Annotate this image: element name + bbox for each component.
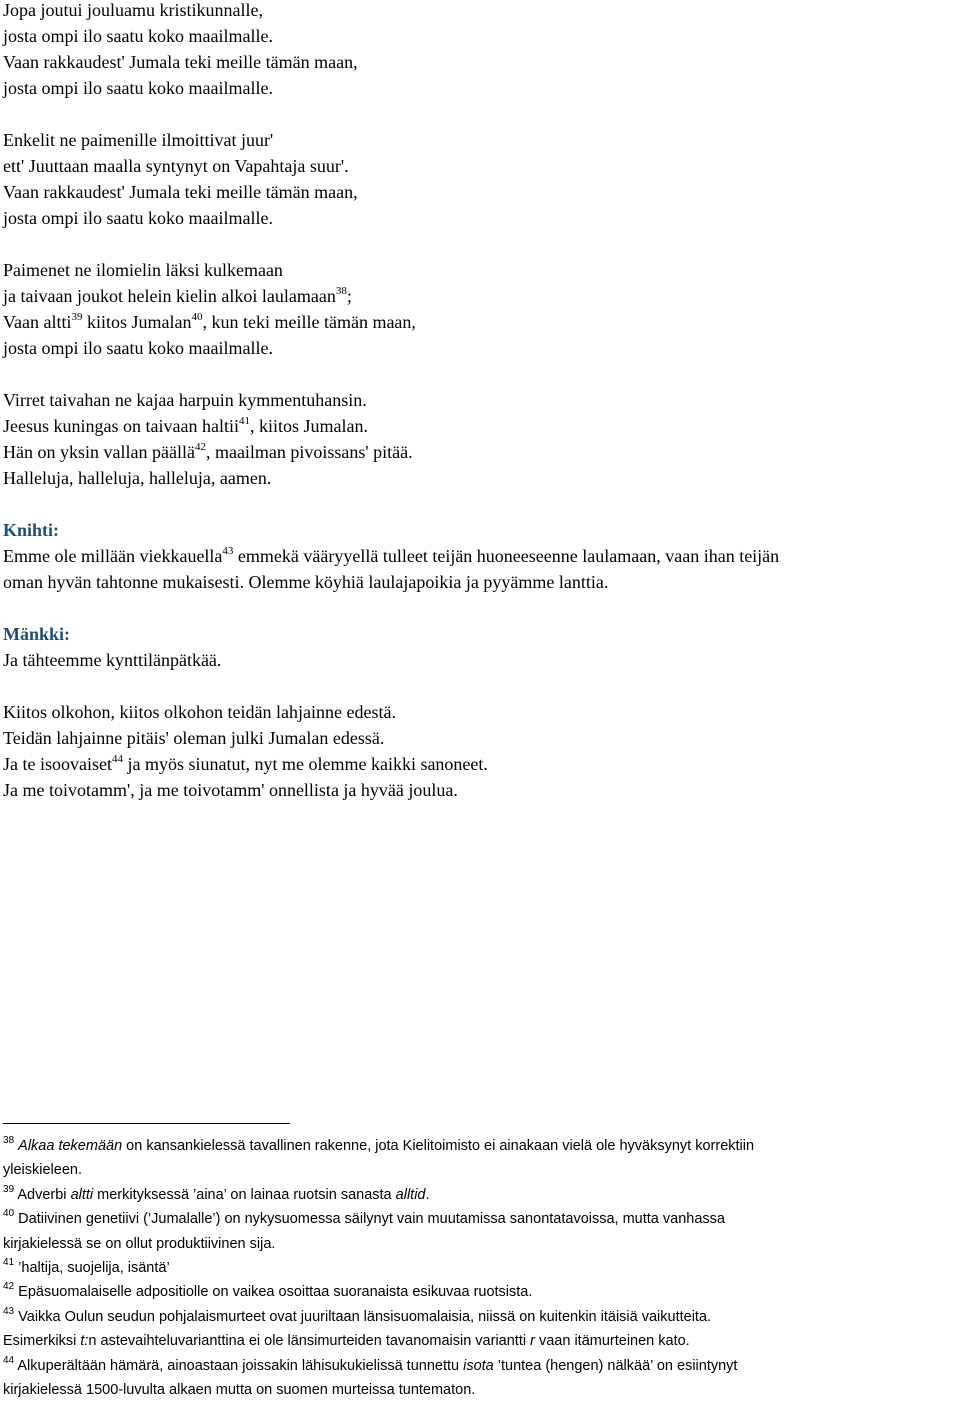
footnote <box>3 1134 958 1183</box>
footnote-text: vaan itämurteinen kato. <box>534 1333 690 1350</box>
verse <box>3 0 958 101</box>
verse-line <box>3 153 958 179</box>
footnote-text: kirjakielessä se on ollut produktiivinen sija. <box>3 1235 276 1252</box>
footnote-ref: 41 <box>238 415 250 427</box>
speaker-label: Knihti: <box>3 520 60 540</box>
footnote-text: kirjakielessä 1500-luvulta alkaen mutta on suomen murteissa tuntematon. <box>3 1382 476 1399</box>
mankki-speaker <box>3 621 958 647</box>
verse-line <box>3 751 958 777</box>
footnote-text: yleiskieleen. <box>3 1162 82 1179</box>
spacer <box>3 491 958 517</box>
knihti-line-2 <box>3 569 958 595</box>
footnote-line <box>3 1378 958 1402</box>
line-text: Paimenet ne ilomielin läksi kulkemaan <box>3 260 283 280</box>
footnote-text: Adverbi <box>17 1186 71 1203</box>
verse-line <box>3 413 958 439</box>
speaker-label: Mänkki: <box>3 624 71 644</box>
footnote-line <box>3 1207 958 1231</box>
footnote-text: merkityksessä ’aina’ on lainaa ruotsin sanasta <box>93 1186 396 1203</box>
line-text: josta ompi ilo saatu koko maailmalle. <box>3 338 273 358</box>
footnote <box>3 1183 958 1207</box>
footnote-text: Datiivinen genetiivi (’Jumalalle’) on nykysuomessa säilynyt vain muutamissa sanontatavoissa, mutta vanhassa <box>18 1211 725 1228</box>
footnote-text: . <box>425 1186 430 1203</box>
footnotes <box>3 1134 958 1402</box>
footnote-number: 43 <box>3 1305 15 1317</box>
mankki-text: Ja tähteemme kynttilänpätkää. <box>3 650 222 670</box>
footnote-text: Vaikka Oulun seudun pohjalaismurteet ovat juuriltaan länsisuomalaisia, niissä on kuitenkin itäisiä vaikutteita. <box>18 1308 712 1325</box>
footnote-line <box>3 1354 958 1378</box>
knihti-speaker <box>3 517 958 543</box>
footnote-ref: 42 <box>194 441 206 453</box>
footnote-number: 39 <box>3 1183 15 1195</box>
line-text: Halleluja, halleluja, halleluja, aamen. <box>3 468 272 488</box>
footnote-line <box>3 1280 958 1304</box>
footnote-text: Esimerkiksi <box>3 1333 81 1350</box>
footnote <box>3 1256 958 1280</box>
footnote-ref: 43 <box>222 545 234 557</box>
verse-line <box>3 0 958 23</box>
spacer <box>3 101 958 127</box>
footnote-line <box>3 1232 958 1256</box>
footnote-text: n astevaihteluvarianttina ei ole länsimurteiden tavanomaisin variantti <box>88 1333 531 1350</box>
footnote-line <box>3 1158 958 1182</box>
line-text: , kun teki meille tämän maan, <box>202 312 416 332</box>
verse <box>3 387 958 491</box>
footnote-text: on kansankielessä tavallinen rakenne, jota Kielitoimisto ei ainakaan vielä ole hyväksynyt korrektiin <box>122 1138 755 1154</box>
footnote <box>3 1280 958 1304</box>
line-text: Vaan rakkaudest' Jumala teki meille tämän maan, <box>3 182 358 202</box>
footnote-italic-text: alltid <box>395 1186 426 1203</box>
footnote-line <box>3 1329 958 1353</box>
footnote-italic-text: r <box>530 1333 535 1350</box>
footnote-line <box>3 1183 958 1207</box>
verse-line <box>3 777 958 803</box>
verse <box>3 257 958 361</box>
line-text: Jopa joutui jouluamu kristikunnalle, <box>3 0 263 20</box>
footnote-italic-text: t: <box>80 1333 89 1350</box>
footnote-line <box>3 1256 958 1280</box>
line-text: Vaan altti <box>3 312 72 332</box>
footnote-ref: 38 <box>335 285 347 297</box>
footnote-text: Epäsuomalaiselle adpositiolle on vaikea osoittaa suoranaista esikuvaa ruotsista. <box>18 1284 533 1301</box>
line-text: kiitos Jumalan <box>82 312 192 332</box>
line-text: josta ompi ilo saatu koko maailmalle. <box>3 208 273 228</box>
line-text: Hän on yksin vallan päällä <box>3 442 195 462</box>
verse-line <box>3 179 958 205</box>
footnote <box>3 1207 958 1256</box>
footnote-number: 42 <box>3 1281 15 1293</box>
footnote-number: 38 <box>3 1135 15 1146</box>
footnote-text: ’haltija, suojelija, isäntä’ <box>18 1260 170 1277</box>
verse-line <box>3 127 958 153</box>
footnote-line <box>3 1305 958 1329</box>
verse-line <box>3 387 958 413</box>
mankki-line <box>3 647 958 673</box>
spacer <box>3 361 958 387</box>
knihti-line-1 <box>3 543 958 569</box>
footnote-text: ’tuntea (hengen) nälkää’ on esiintynyt <box>493 1357 738 1374</box>
line-text: , maailman pivoissans' pitää. <box>205 442 413 462</box>
footnote-italic-text: altti <box>70 1186 94 1203</box>
verse-line <box>3 309 958 335</box>
verse-line <box>3 439 958 465</box>
line-text: Jeesus kuningas on taivaan haltii <box>3 416 239 436</box>
knihti-text-c: oman hyvän tahtonne mukaisesti. Olemme köyhiä laulajapoikia ja pyyämme lanttia. <box>3 572 609 592</box>
knihti-text-a: Emme ole millään viekkauella <box>3 546 223 566</box>
verse-line <box>3 335 958 361</box>
line-text: Enkelit ne paimenille ilmoittivat juur' <box>3 130 274 150</box>
footnote-ref: 39 <box>71 311 83 323</box>
line-text: josta ompi ilo saatu koko maailmalle. <box>3 26 273 46</box>
line-text: Vaan rakkaudest' Jumala teki meille tämän maan, <box>3 52 358 72</box>
verse-line <box>3 725 958 751</box>
verse-line <box>3 465 958 491</box>
spacer <box>3 673 958 699</box>
line-text: Virret taivahan ne kajaa harpuin kymmentuhansin. <box>3 390 367 410</box>
verse-line <box>3 23 958 49</box>
footnote-ref: 40 <box>191 311 203 323</box>
line-text: Ja me toivotamm', ja me toivotamm' onnellista ja hyvää joulua. <box>3 780 458 800</box>
footnote-number: 40 <box>3 1208 15 1220</box>
verse-line <box>3 699 958 725</box>
verse-line <box>3 205 958 231</box>
spacer <box>3 595 958 621</box>
song-text <box>3 0 958 803</box>
line-text: ja taivaan joukot helein kielin alkoi laulamaan <box>3 286 336 306</box>
verses <box>3 0 958 517</box>
footnote-ref: 44 <box>111 753 123 765</box>
line-text: Kiitos olkohon, kiitos olkohon teidän lahjainne edestä. <box>3 702 396 722</box>
verse-line <box>3 283 958 309</box>
footnote-separator <box>3 1123 290 1124</box>
footnote-line <box>3 1134 958 1158</box>
line-text: ; <box>346 286 352 306</box>
line-text: Ja te isoovaiset <box>3 754 112 774</box>
footnote <box>3 1354 958 1403</box>
spacer <box>3 231 958 257</box>
line-text: ja myös siunatut, nyt me olemme kaikki sanoneet. <box>122 754 488 774</box>
footnote <box>3 1305 958 1354</box>
closing-verse <box>3 699 958 803</box>
footnote-text: Alkuperältään hämärä, ainoastaan joissakin lähisukukielissä tunnettu <box>17 1357 464 1374</box>
verse-line <box>3 75 958 101</box>
footnote-number: 41 <box>3 1257 15 1269</box>
footnote-italic-text: Alkaa tekemään <box>18 1138 123 1154</box>
verse-line <box>3 49 958 75</box>
line-text: ett' Juuttaan maalla syntynyt on Vapahtaja suur'. <box>3 156 349 176</box>
footnote-italic-text: isota <box>463 1357 494 1374</box>
footnote-number: 44 <box>3 1354 15 1366</box>
line-text: Teidän lahjainne pitäis' oleman julki Jumalan edessä. <box>3 728 385 748</box>
verse <box>3 127 958 231</box>
knihti-text-b: emmekä vääryyellä tulleet teijän huoneeseenne laulamaan, vaan ihan teijän <box>233 546 780 566</box>
verse-line <box>3 257 958 283</box>
line-text: josta ompi ilo saatu koko maailmalle. <box>3 78 273 98</box>
line-text: , kiitos Jumalan. <box>249 416 368 436</box>
